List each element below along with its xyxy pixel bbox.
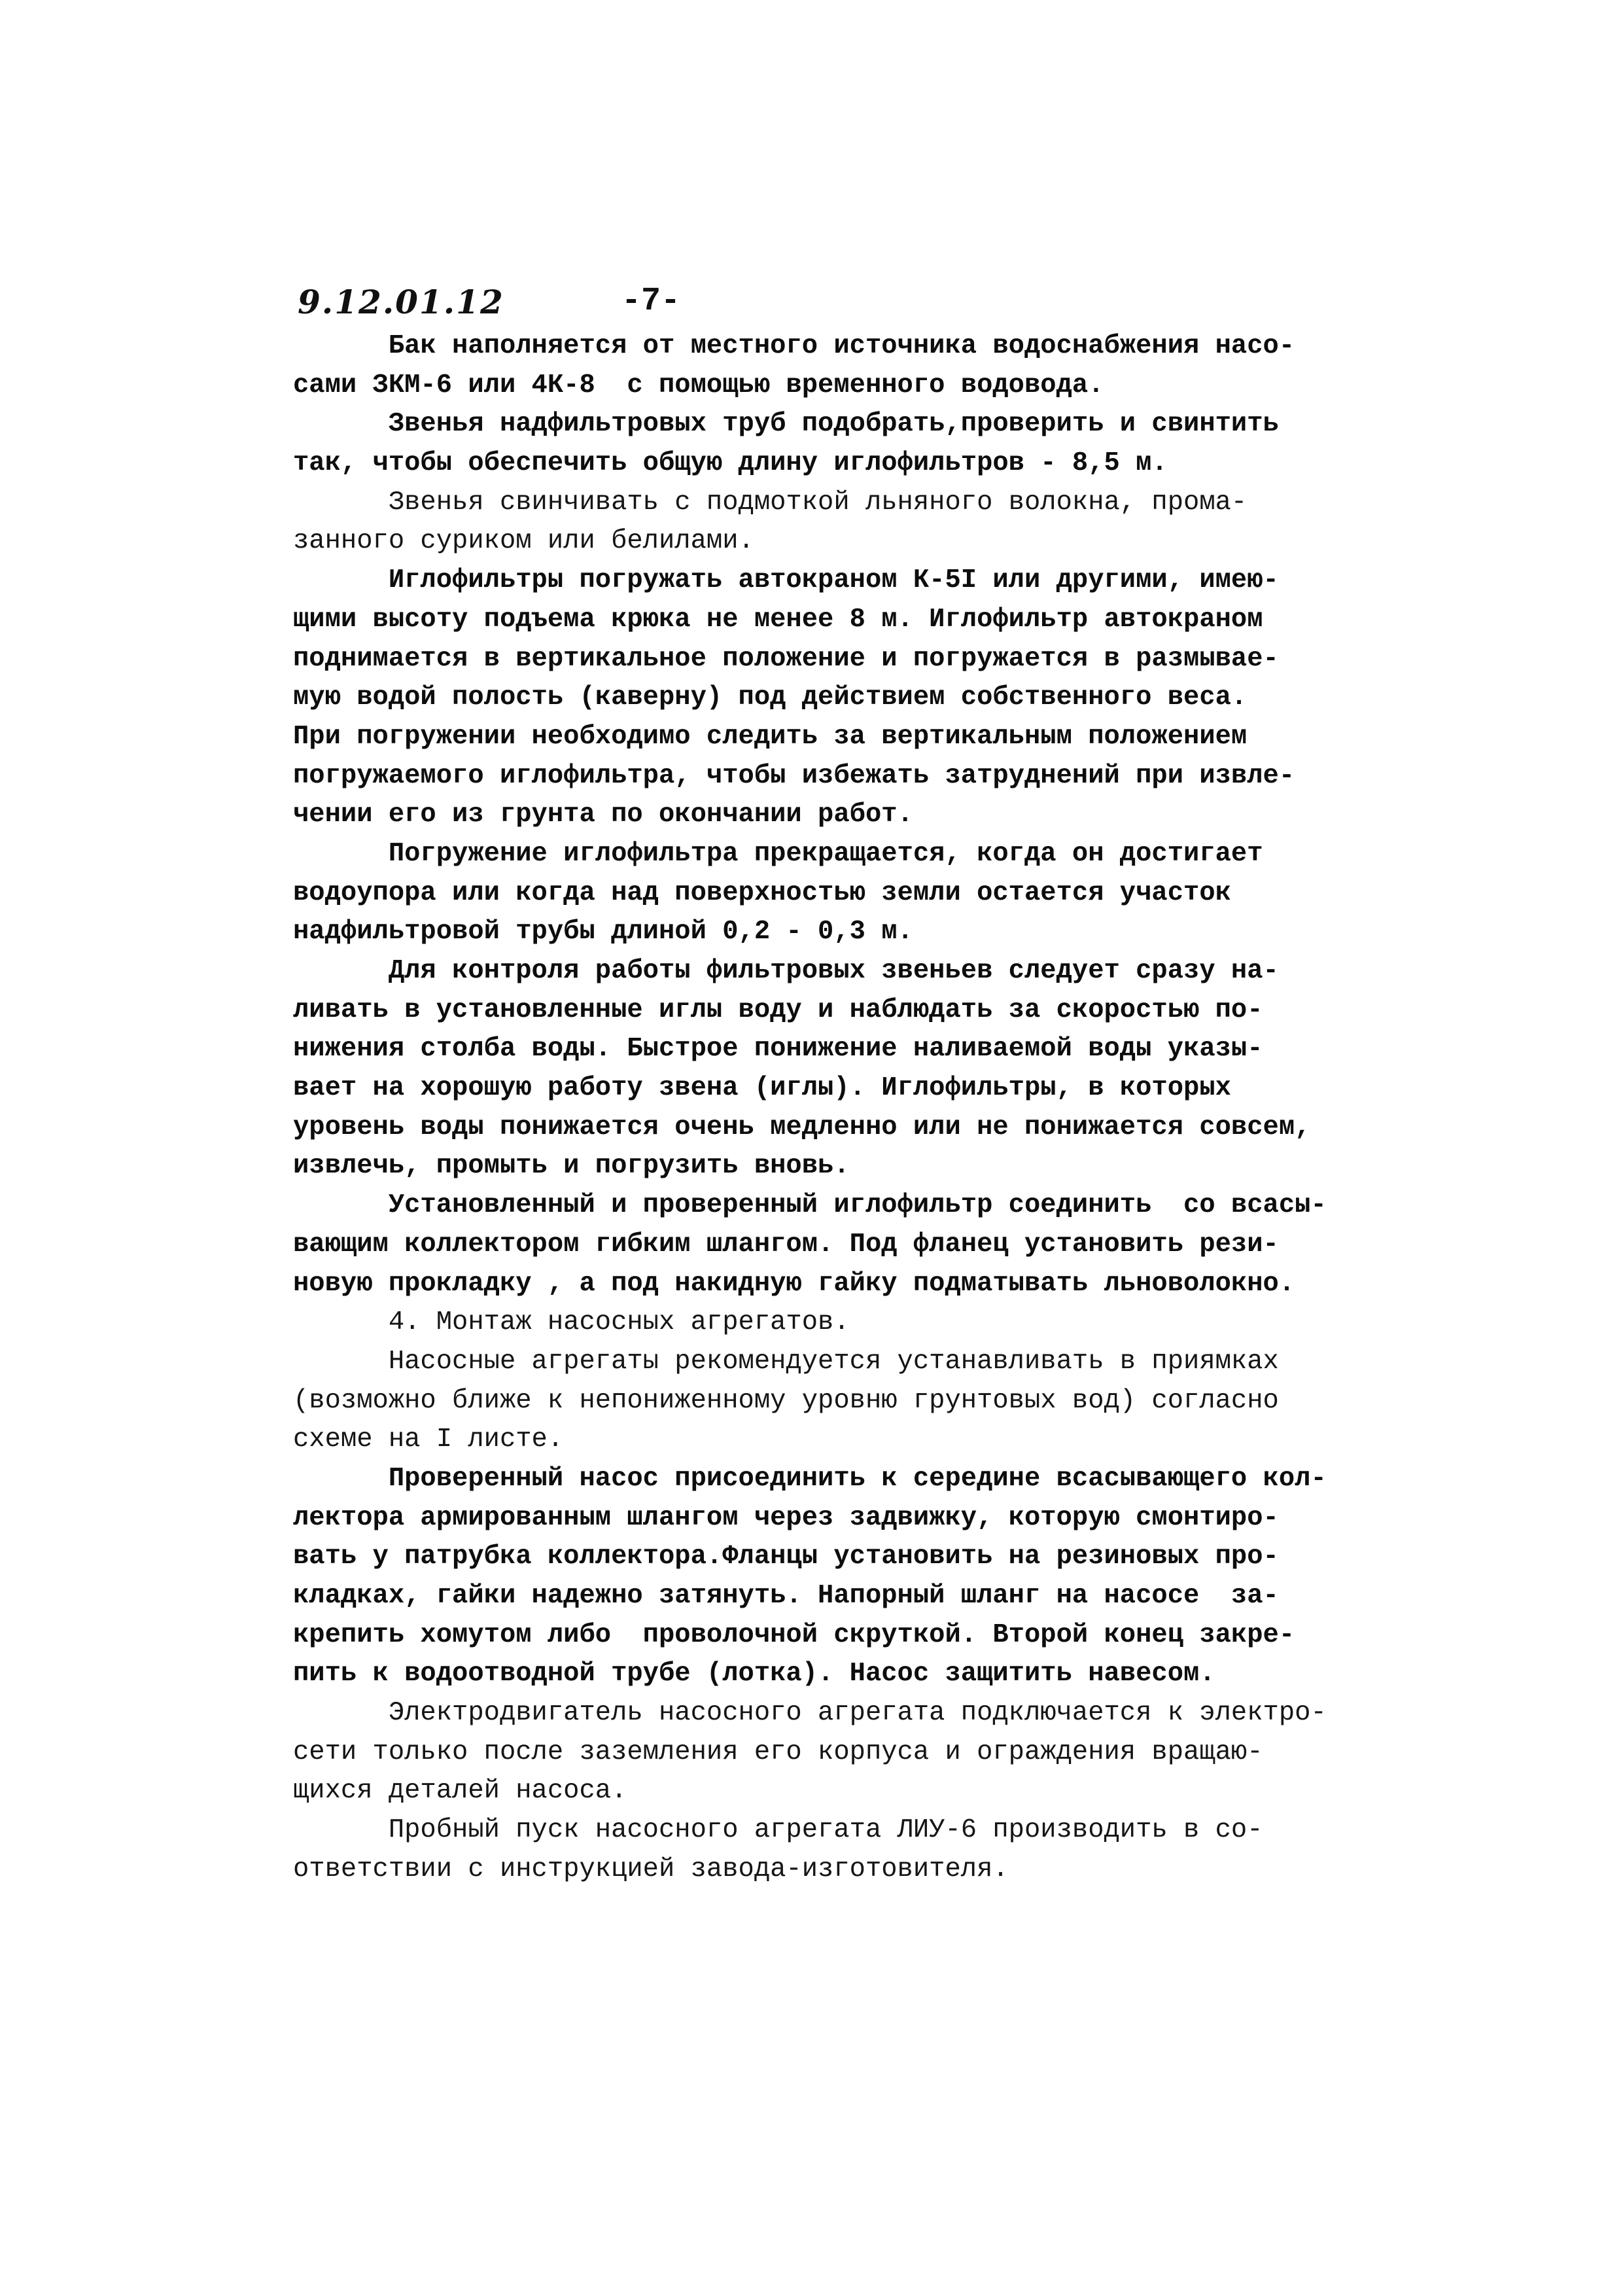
paragraph — [293, 405, 1372, 483]
text-line: сети только после заземления его корпуса и ограждения вращаю- — [293, 1737, 1263, 1767]
text-line: вает на хорошую работу звена (иглы). Иглофильтры, в которых — [293, 1073, 1231, 1104]
paragraph — [293, 561, 1372, 835]
text-line: Для контроля работы фильтровых звеньев следует сразу на- — [293, 956, 1279, 986]
text-line: Пробный пуск насосного агрегата ЛИУ-6 производить в со- — [293, 1815, 1263, 1846]
text-line: Электродвигатель насосного агрегата подключается к электро- — [293, 1698, 1327, 1729]
text-line: мую водой полость (каверну) под действием собственного веса. — [293, 682, 1248, 713]
text-line: нижения столба воды. Быстрое понижение наливаемой воды указы- — [293, 1034, 1263, 1065]
document-code: 9.12.01.12 — [298, 283, 504, 321]
text-line: водоупора или когда над поверхностью земли остается участок — [293, 877, 1231, 908]
body-text — [293, 327, 1372, 1890]
text-line: новую прокладку , а под накидную гайку подматывать льноволокно. — [293, 1268, 1295, 1299]
text-line: занного суриком или белилами. — [293, 526, 754, 557]
text-line: Установленный и проверенный иглофильтр соединить со всасы- — [293, 1190, 1327, 1221]
page-header — [298, 283, 1410, 328]
paragraph — [293, 835, 1372, 952]
text-line: крепить хомутом либо проволочной скруткой. Второй конец закре- — [293, 1619, 1295, 1650]
text-line: вающим коллектором гибким шлангом. Под фланец установить рези- — [293, 1229, 1279, 1260]
text-line: схеме на I листе. — [293, 1424, 564, 1455]
paragraph — [293, 1186, 1372, 1303]
text-line: ответствии с инструкцией завода-изготовителя. — [293, 1854, 1009, 1884]
text-line: лектора армированным шлангом через задвижку, которую смонтиро- — [293, 1502, 1279, 1533]
text-line: Иглофильтры погружать автокраном К-5I или другими, имею- — [293, 565, 1279, 596]
text-line: кладках, гайки надежно затянуть. Напорный шланг на насосе за- — [293, 1581, 1279, 1611]
text-line: Бак наполняется от местного источника водоснабжения насо- — [293, 331, 1295, 361]
text-line: погружаемого иглофильтра, чтобы избежать затруднений при извле- — [293, 760, 1295, 791]
text-line: (возможно ближе к непониженному уровню грунтовых вод) согласно — [293, 1385, 1279, 1416]
text-line: уровень воды понижается очень медленно или не понижается совсем, — [293, 1112, 1311, 1142]
text-line: поднимается в вертикальное положение и погружается в размывае- — [293, 643, 1279, 674]
paragraph — [293, 1343, 1372, 1460]
paragraph — [293, 1460, 1372, 1694]
text-line: Проверенный насос присоединить к середине всасывающего кол- — [293, 1463, 1327, 1494]
text-line: Звенья свинчивать с подмоткой льняного волокна, прома- — [293, 487, 1248, 518]
paragraph — [293, 1303, 1372, 1343]
text-line: 4. Монтаж насосных агрегатов. — [293, 1307, 850, 1338]
text-line: вать у патрубка коллектора.Фланцы установить на резиновых про- — [293, 1542, 1279, 1572]
text-line: так, чтобы обеспечить общую длину иглофильтров - 8,5 м. — [293, 448, 1168, 479]
page-number: -7- — [621, 283, 681, 320]
text-line: щими высоту подъема крюка не менее 8 м. Иглофильтр автокраном — [293, 604, 1263, 635]
text-line: сами ЗКМ-6 или 4К-8 с помощью временного водовода. — [293, 370, 1104, 400]
text-line: ливать в установленные иглы воду и наблюдать за скоростью по- — [293, 995, 1263, 1025]
text-line: Погружение иглофильтра прекращается, когда он достигает — [293, 838, 1263, 869]
text-line: пить к водоотводной трубе (лотка). Насос защитить навесом. — [293, 1659, 1215, 1689]
paragraph — [293, 1811, 1372, 1889]
paragraph — [293, 1694, 1372, 1811]
text-line: Насосные агрегаты рекомендуется устанавливать в приямках — [293, 1346, 1279, 1377]
text-line: надфильтровой трубы длиной 0,2 - 0,3 м. — [293, 917, 913, 947]
text-line: чении его из грунта по окончании работ. — [293, 800, 913, 830]
text-line: Звенья надфильтровых труб подобрать,проверить и свинтить — [293, 409, 1279, 440]
paragraph — [293, 327, 1372, 405]
text-line: При погружении необходимо следить за вертикальным положением — [293, 721, 1248, 752]
text-line: щихся деталей насоса. — [293, 1776, 627, 1807]
paragraph — [293, 484, 1372, 561]
paragraph — [293, 952, 1372, 1186]
text-line: извлечь, промыть и погрузить вновь. — [293, 1151, 850, 1182]
